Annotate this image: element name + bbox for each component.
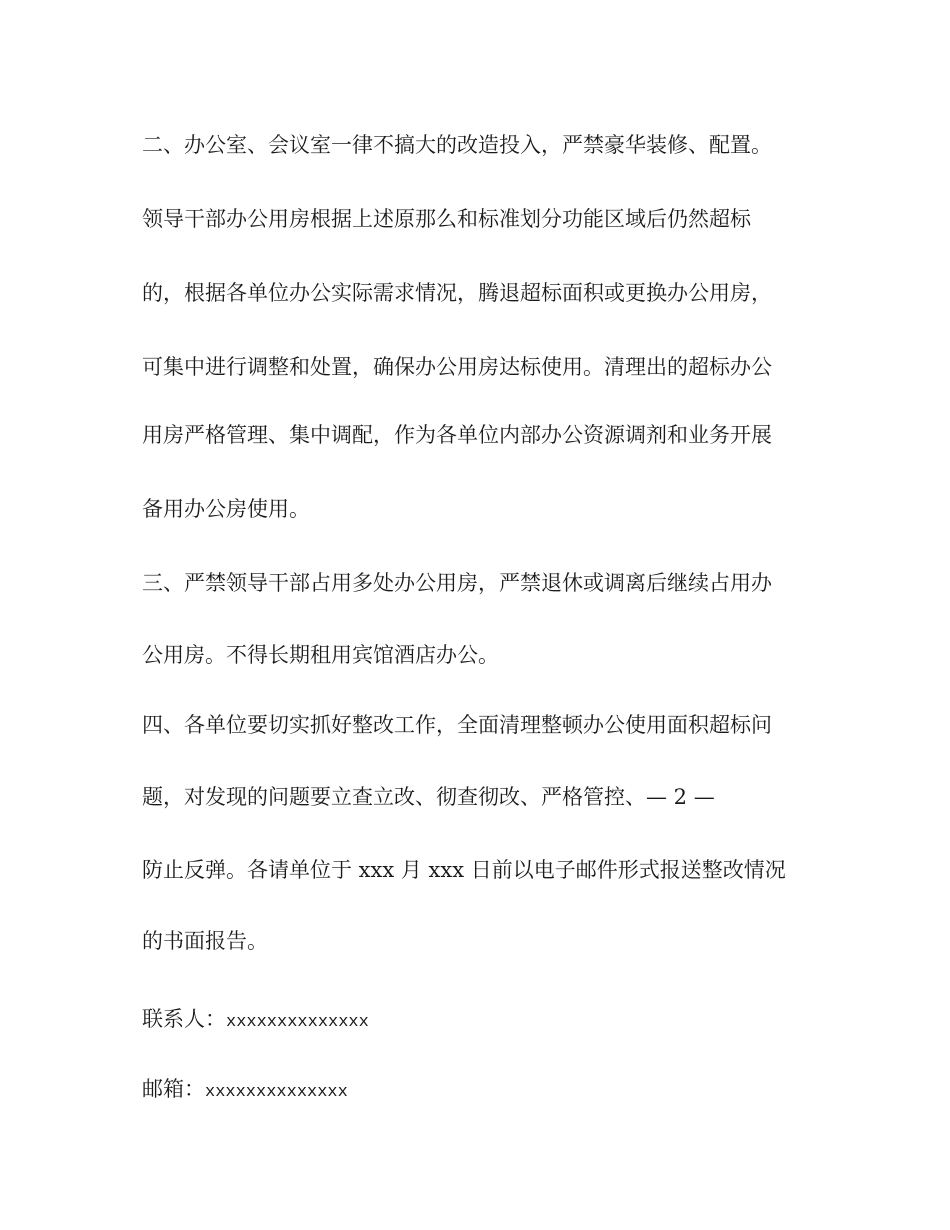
paragraph-line: 题，对发现的问题要立查立改、彻查彻改、严格管控、— 2 — xyxy=(142,785,715,809)
email-label: 邮箱： xyxy=(142,1077,205,1101)
email-value: xxxxxxxxxxxxxx xyxy=(205,1083,348,1102)
paragraph-line: 防止反弹。各请单位于 xxx 月 xxx 日前以电子邮件形式报送整改情况 xyxy=(142,858,786,882)
email-line xyxy=(142,1074,348,1108)
paragraph-line: 的，根据各单位办公实际需求情况，腾退超标面积或更换办公用房， xyxy=(142,281,772,305)
paragraph-line: 备用办公房使用。 xyxy=(142,497,310,521)
paragraph-line: 公用房。不得长期租用宾馆酒店办公。 xyxy=(142,643,499,667)
contact-label: 联系人： xyxy=(142,1007,226,1031)
paragraph-line: 领导干部办公用房根据上述原那么和标准划分功能区域后仍然超标 xyxy=(142,207,751,231)
paragraph-line: 二、办公室、会议室一律不搞大的改造投入，严禁豪华装修、配置。 xyxy=(142,133,772,157)
contact-value: xxxxxxxxxxxxxx xyxy=(226,1013,369,1032)
paragraph-line: 可集中进行调整和处置，确保办公用房达标使用。清理出的超标办公 xyxy=(142,355,772,379)
paragraph-line: 三、严禁领导干部占用多处办公用房，严禁退休或调离后继续占用办 xyxy=(142,571,772,595)
paragraph-line: 的书面报告。 xyxy=(142,929,268,953)
paragraph-line: 四、各单位要切实抓好整改工作，全面清理整顿办公使用面积超标问 xyxy=(142,713,772,737)
contact-line xyxy=(142,1004,369,1038)
paragraph-line: 用房严格管理、集中调配，作为各单位内部办公资源调剂和业务开展 xyxy=(142,423,772,447)
